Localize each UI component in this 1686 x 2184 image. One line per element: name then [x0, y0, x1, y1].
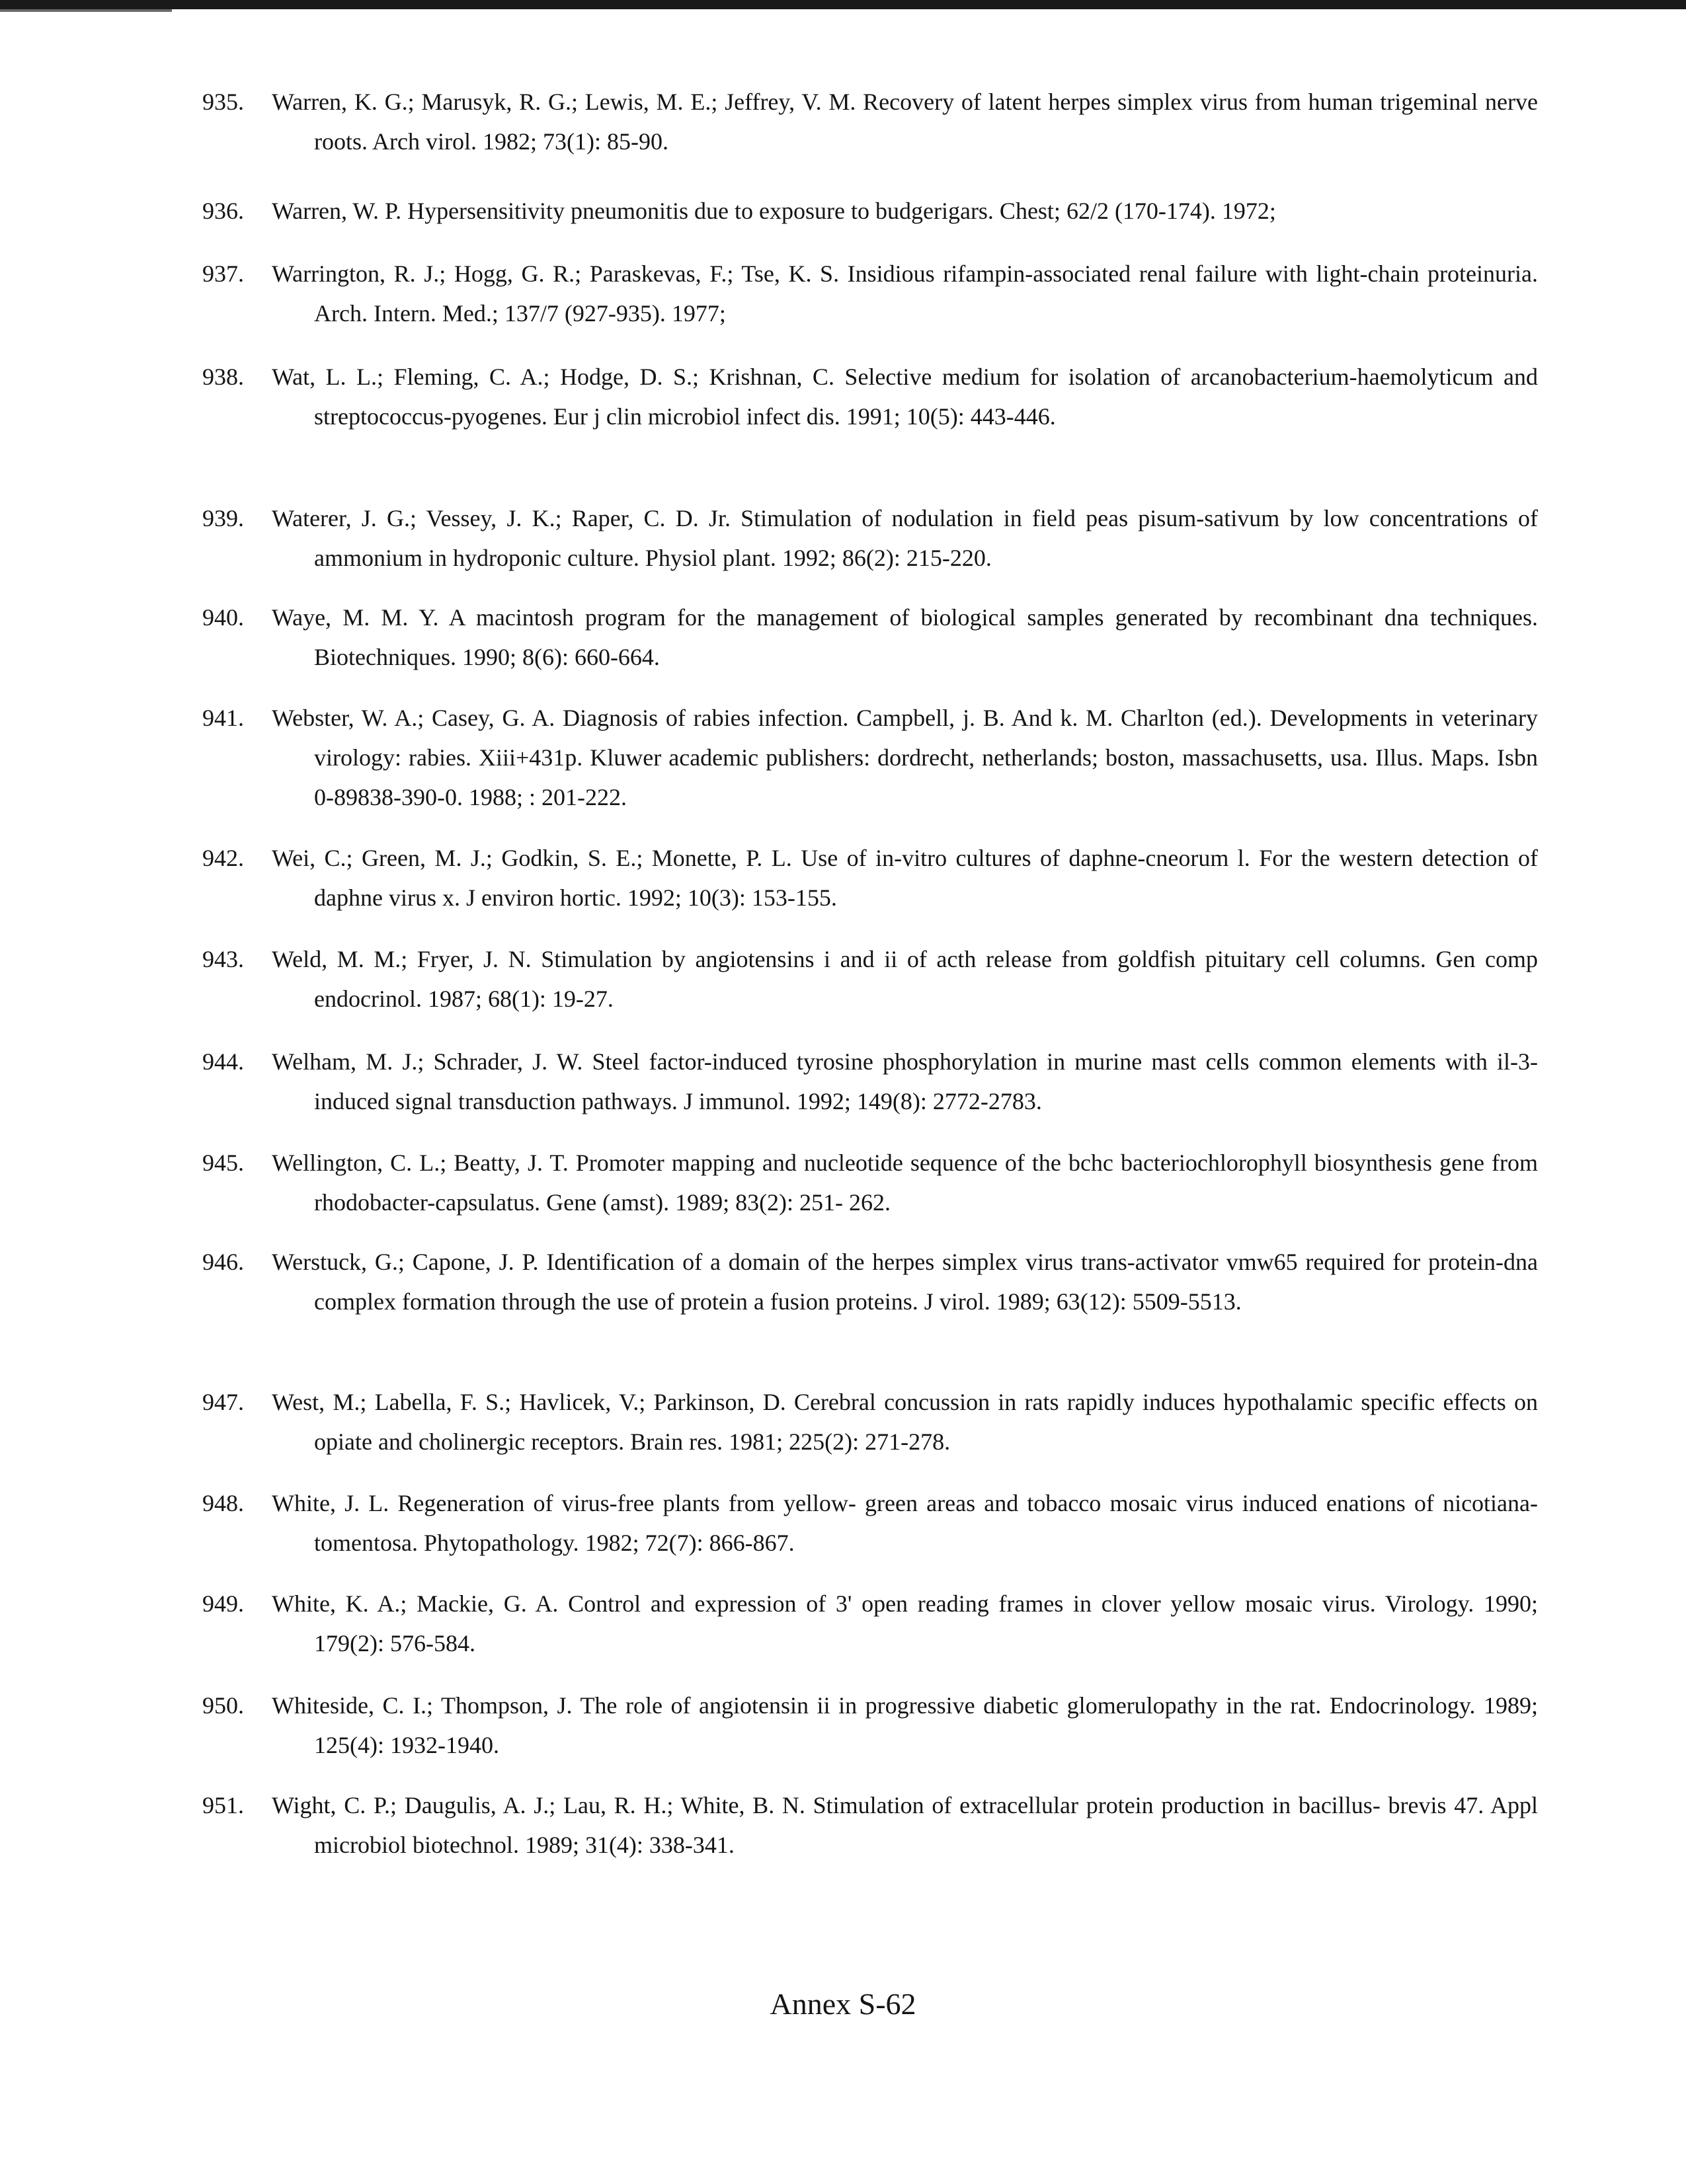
reference-number: 943.	[202, 946, 244, 972]
reference-entry-937	[202, 254, 1538, 333]
reference-text: Warren, K. G.; Marusyk, R. G.; Lewis, M. E.; Jeffrey, V. M. Recovery of latent herpes simplex virus from human trigeminal nerve roots. Arch virol. 1982; 73(1): 85-90.	[272, 89, 1538, 155]
reference-number: 945.	[202, 1150, 244, 1176]
reference-number: 950.	[202, 1692, 244, 1719]
reference-text: Wellington, C. L.; Beatty, J. T. Promoter mapping and nucleotide sequence of the bchc bacteriochlorophyll biosynthesis gene from rhodobacter-capsulatus. Gene (amst). 1989; 83(2): 251- 262.	[272, 1150, 1538, 1216]
reference-text: Warren, W. P. Hypersensitivity pneumonitis due to exposure to budgerigars. Chest; 62/2 (170-174). 1972;	[272, 198, 1276, 224]
reference-text: Whiteside, C. I.; Thompson, J. The role of angiotensin ii in progressive diabetic glomerulopathy in the rat. Endocrinology. 1989; 125(4): 1932-1940.	[272, 1692, 1538, 1758]
reference-entry-946	[202, 1242, 1538, 1321]
reference-text: Warrington, R. J.; Hogg, G. R.; Paraskevas, F.; Tse, K. S. Insidious rifampin-associated renal failure with light-chain proteinuria. Arch. Intern. Med.; 137/7 (927-935). 1977;	[272, 260, 1538, 327]
page-footer-label: Annex S-62	[770, 1987, 916, 2021]
reference-text: Webster, W. A.; Casey, G. A. Diagnosis of rabies infection. Campbell, j. B. And k. M. Charlton (ed.). Developments in veterinary virology: rabies. Xiii+431p. Kluwer academic publishers: dordrecht, netherlands; boston, massachusetts, usa. Illus. Maps. Isbn 0-89838-390-0. 1988; : 201-222.	[272, 705, 1538, 810]
reference-entry-942	[202, 838, 1538, 917]
reference-text: White, J. L. Regeneration of virus-free plants from yellow- green areas and tobacco mosaic virus induced enations of nicotiana-tomentosa. Phytopathology. 1982; 72(7): 866-867.	[272, 1490, 1538, 1556]
reference-entry-950	[202, 1686, 1538, 1765]
reference-number: 936.	[202, 198, 244, 224]
reference-number: 946.	[202, 1249, 244, 1275]
reference-entry-938	[202, 357, 1538, 436]
reference-text: West, M.; Labella, F. S.; Havlicek, V.; Parkinson, D. Cerebral concussion in rats rapidly induces hypothalamic specific effects on opiate and cholinergic receptors. Brain res. 1981; 225(2): 271-278.	[272, 1389, 1538, 1455]
reference-number: 937.	[202, 260, 244, 287]
reference-entry-949	[202, 1584, 1538, 1663]
reference-number: 948.	[202, 1490, 244, 1516]
reference-entry-945	[202, 1143, 1538, 1222]
reference-number: 938.	[202, 364, 244, 390]
reference-text: White, K. A.; Mackie, G. A. Control and expression of 3' open reading frames in clover yellow mosaic virus. Virology. 1990; 179(2): 576-584.	[272, 1590, 1538, 1657]
reference-number: 941.	[202, 705, 244, 731]
reference-number: 947.	[202, 1389, 244, 1415]
reference-entry-948	[202, 1483, 1538, 1563]
reference-number: 940.	[202, 604, 244, 631]
reference-text: Wight, C. P.; Daugulis, A. J.; Lau, R. H.; White, B. N. Stimulation of extracellular protein production in bacillus- brevis 47. Appl microbiol biotechnol. 1989; 31(4): 338-341.	[272, 1792, 1538, 1858]
reference-text: Welham, M. J.; Schrader, J. W. Steel factor-induced tyrosine phosphorylation in murine mast cells common elements with il-3- induced signal transduction pathways. J immunol. 1992; 149(8): 2772-2783.	[272, 1048, 1538, 1114]
reference-text: Waterer, J. G.; Vessey, J. K.; Raper, C. D. Jr. Stimulation of nodulation in field peas pisum-sativum by low concentrations of ammonium in hydroponic culture. Physiol plant. 1992; 86(2): 215-220.	[272, 505, 1538, 571]
scan-top-edge	[0, 0, 1686, 9]
reference-text: Waye, M. M. Y. A macintosh program for the management of biological samples generated by recombinant dna techniques. Biotechniques. 1990; 8(6): 660-664.	[272, 604, 1538, 670]
reference-text: Werstuck, G.; Capone, J. P. Identification of a domain of the herpes simplex virus trans-activator vmw65 required for protein-dna complex formation through the use of protein a fusion proteins. J virol. 1989; 63(12): 5509-5513.	[272, 1249, 1538, 1315]
reference-entry-936	[202, 191, 1538, 231]
reference-entry-941	[202, 698, 1538, 817]
reference-entry-951	[202, 1785, 1538, 1865]
reference-entry-939	[202, 498, 1538, 578]
reference-text: Wei, C.; Green, M. J.; Godkin, S. E.; Monette, P. L. Use of in-vitro cultures of daphne-cneorum l. For the western detection of daphne virus x. J environ hortic. 1992; 10(3): 153-155.	[272, 845, 1538, 911]
reference-number: 951.	[202, 1792, 244, 1818]
reference-text: Weld, M. M.; Fryer, J. N. Stimulation by angiotensins i and ii of acth release from goldfish pituitary cell columns. Gen comp endocrinol. 1987; 68(1): 19-27.	[272, 946, 1538, 1012]
reference-number: 944.	[202, 1048, 244, 1075]
reference-entry-944	[202, 1042, 1538, 1121]
reference-text: Wat, L. L.; Fleming, C. A.; Hodge, D. S.; Krishnan, C. Selective medium for isolation of arcanobacterium-haemolyticum and streptococcus-pyogenes. Eur j clin microbiol infect dis. 1991; 10(5): 443-446.	[272, 364, 1538, 430]
reference-number: 935.	[202, 89, 244, 115]
reference-number: 949.	[202, 1590, 244, 1617]
reference-entry-940	[202, 598, 1538, 677]
reference-entry-943	[202, 939, 1538, 1019]
reference-number: 939.	[202, 505, 244, 531]
scan-top-edge-fade	[0, 9, 172, 12]
reference-entry-947	[202, 1382, 1538, 1462]
reference-number: 942.	[202, 845, 244, 871]
reference-entry-935	[202, 82, 1538, 161]
